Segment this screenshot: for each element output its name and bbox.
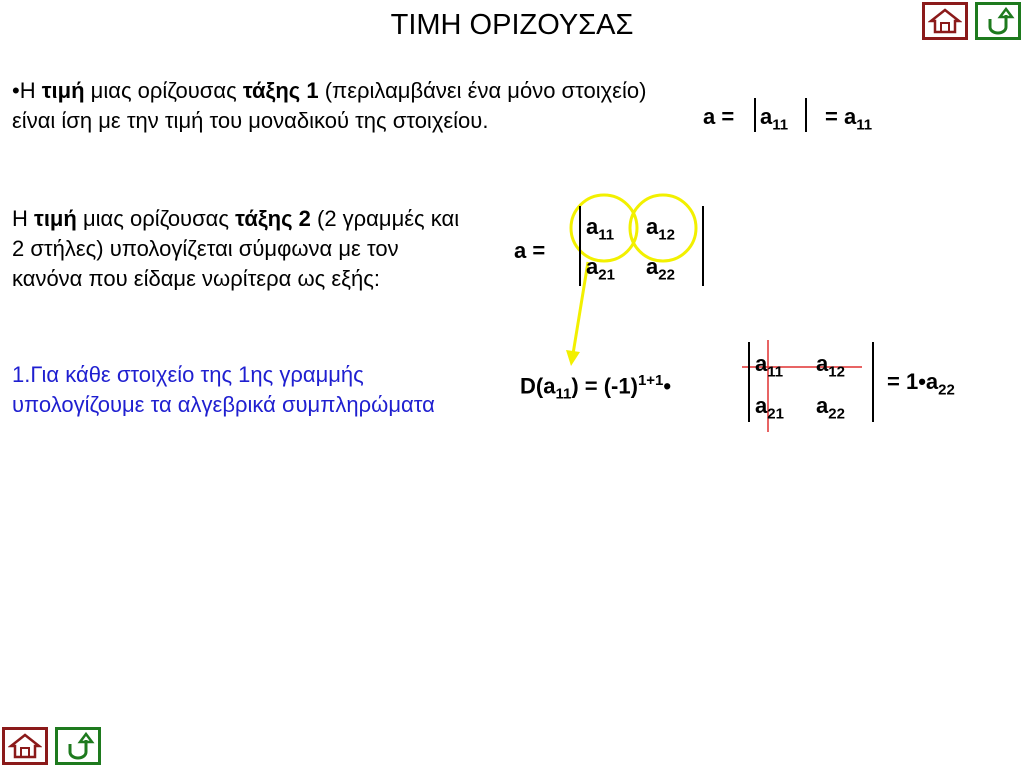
cofactor-rhs (887, 369, 955, 398)
elem-sub: 21 (767, 405, 784, 423)
elem-sub: 12 (828, 363, 845, 381)
bold-order2: τάξης 2 (235, 206, 311, 231)
matrix2-a12 (646, 214, 675, 243)
cofactor-bar-right (872, 342, 874, 422)
matrix2-a11 (586, 214, 614, 243)
multiply-dot: • (663, 373, 672, 399)
rhs-text: = 1•a (887, 369, 939, 394)
elem-sub: 22 (828, 405, 845, 423)
elem-sub: 22 (658, 266, 675, 284)
matrix2-lhs: a = (514, 238, 546, 263)
page-title: ΤΙΜΗ ΟΡΙΖΟΥΣΑΣ (390, 9, 634, 41)
rhs-sub: 22 (938, 381, 955, 399)
text-segment: μιας ορίζουσας (84, 78, 243, 103)
back-arrow-icon (61, 732, 95, 760)
lhs-text: D(a (520, 373, 556, 399)
elem-sub: 11 (598, 226, 615, 244)
rhs-sub: 11 (856, 116, 873, 134)
elem-letter: a (646, 254, 659, 279)
home-button-bottom[interactable] (2, 727, 48, 765)
cofactor-a11 (755, 351, 783, 380)
text-segment: Η (12, 206, 34, 231)
step1-text: 1.Για κάθε στοιχείο της 1ης γραμμής υπολογίζουμε τα αλγεβρικά συμπληρώματα (12, 362, 435, 417)
matrix2-a22 (646, 254, 675, 283)
elem-letter: a (586, 254, 599, 279)
elem-sub: 12 (658, 226, 675, 244)
matrix2-bar-left (579, 206, 581, 286)
rhs-letter: = a (825, 104, 857, 129)
elem-letter: a (646, 214, 659, 239)
matrix2-bar-right (702, 206, 704, 286)
back-button-bottom[interactable] (55, 727, 101, 765)
bold-order1: τάξης 1 (242, 78, 319, 103)
cofactor-a12 (816, 351, 845, 380)
bold-value: τιμή (34, 206, 77, 231)
home-icon (8, 732, 42, 760)
lhs-sup: 1+1 (637, 372, 664, 389)
elem-letter: a (755, 351, 768, 376)
text-segment: μιας ορίζουσας (76, 206, 236, 231)
elem-letter: a (755, 393, 768, 418)
bold-value: τιμή (41, 78, 85, 103)
text-segment: (2 γραμμές και 2 στήλες) υπολογίζεται σύμφωνα με τον κανόνα που είδαμε νωρίτερα ως εξής: (12, 206, 460, 291)
cofactor-lhs (520, 372, 671, 403)
elem-sub: 11 (767, 363, 784, 381)
text-segment: (περιλαμβάνει ένα μόνο στοιχείο) είναι ίση με την τιμή του μοναδικού της στοιχείου. (12, 78, 647, 133)
elem-letter: a (760, 104, 773, 129)
arrow-head (566, 350, 580, 366)
elem-letter: a (586, 214, 599, 239)
elem-sub: 21 (598, 266, 615, 284)
bullet: •Η (12, 78, 42, 103)
matrix2-a21 (586, 254, 615, 283)
elem-letter: a (816, 351, 829, 376)
elem-sub: 11 (772, 116, 789, 134)
elem-letter: a (816, 393, 829, 418)
lhs-text: ) = (-1) (571, 373, 638, 399)
cofactor-bar-left (748, 342, 750, 422)
cofactor-a21 (755, 393, 784, 422)
formula1-lhs: a = (703, 104, 735, 129)
lhs-sub: 11 (555, 385, 572, 403)
cofactor-a22 (816, 393, 845, 422)
